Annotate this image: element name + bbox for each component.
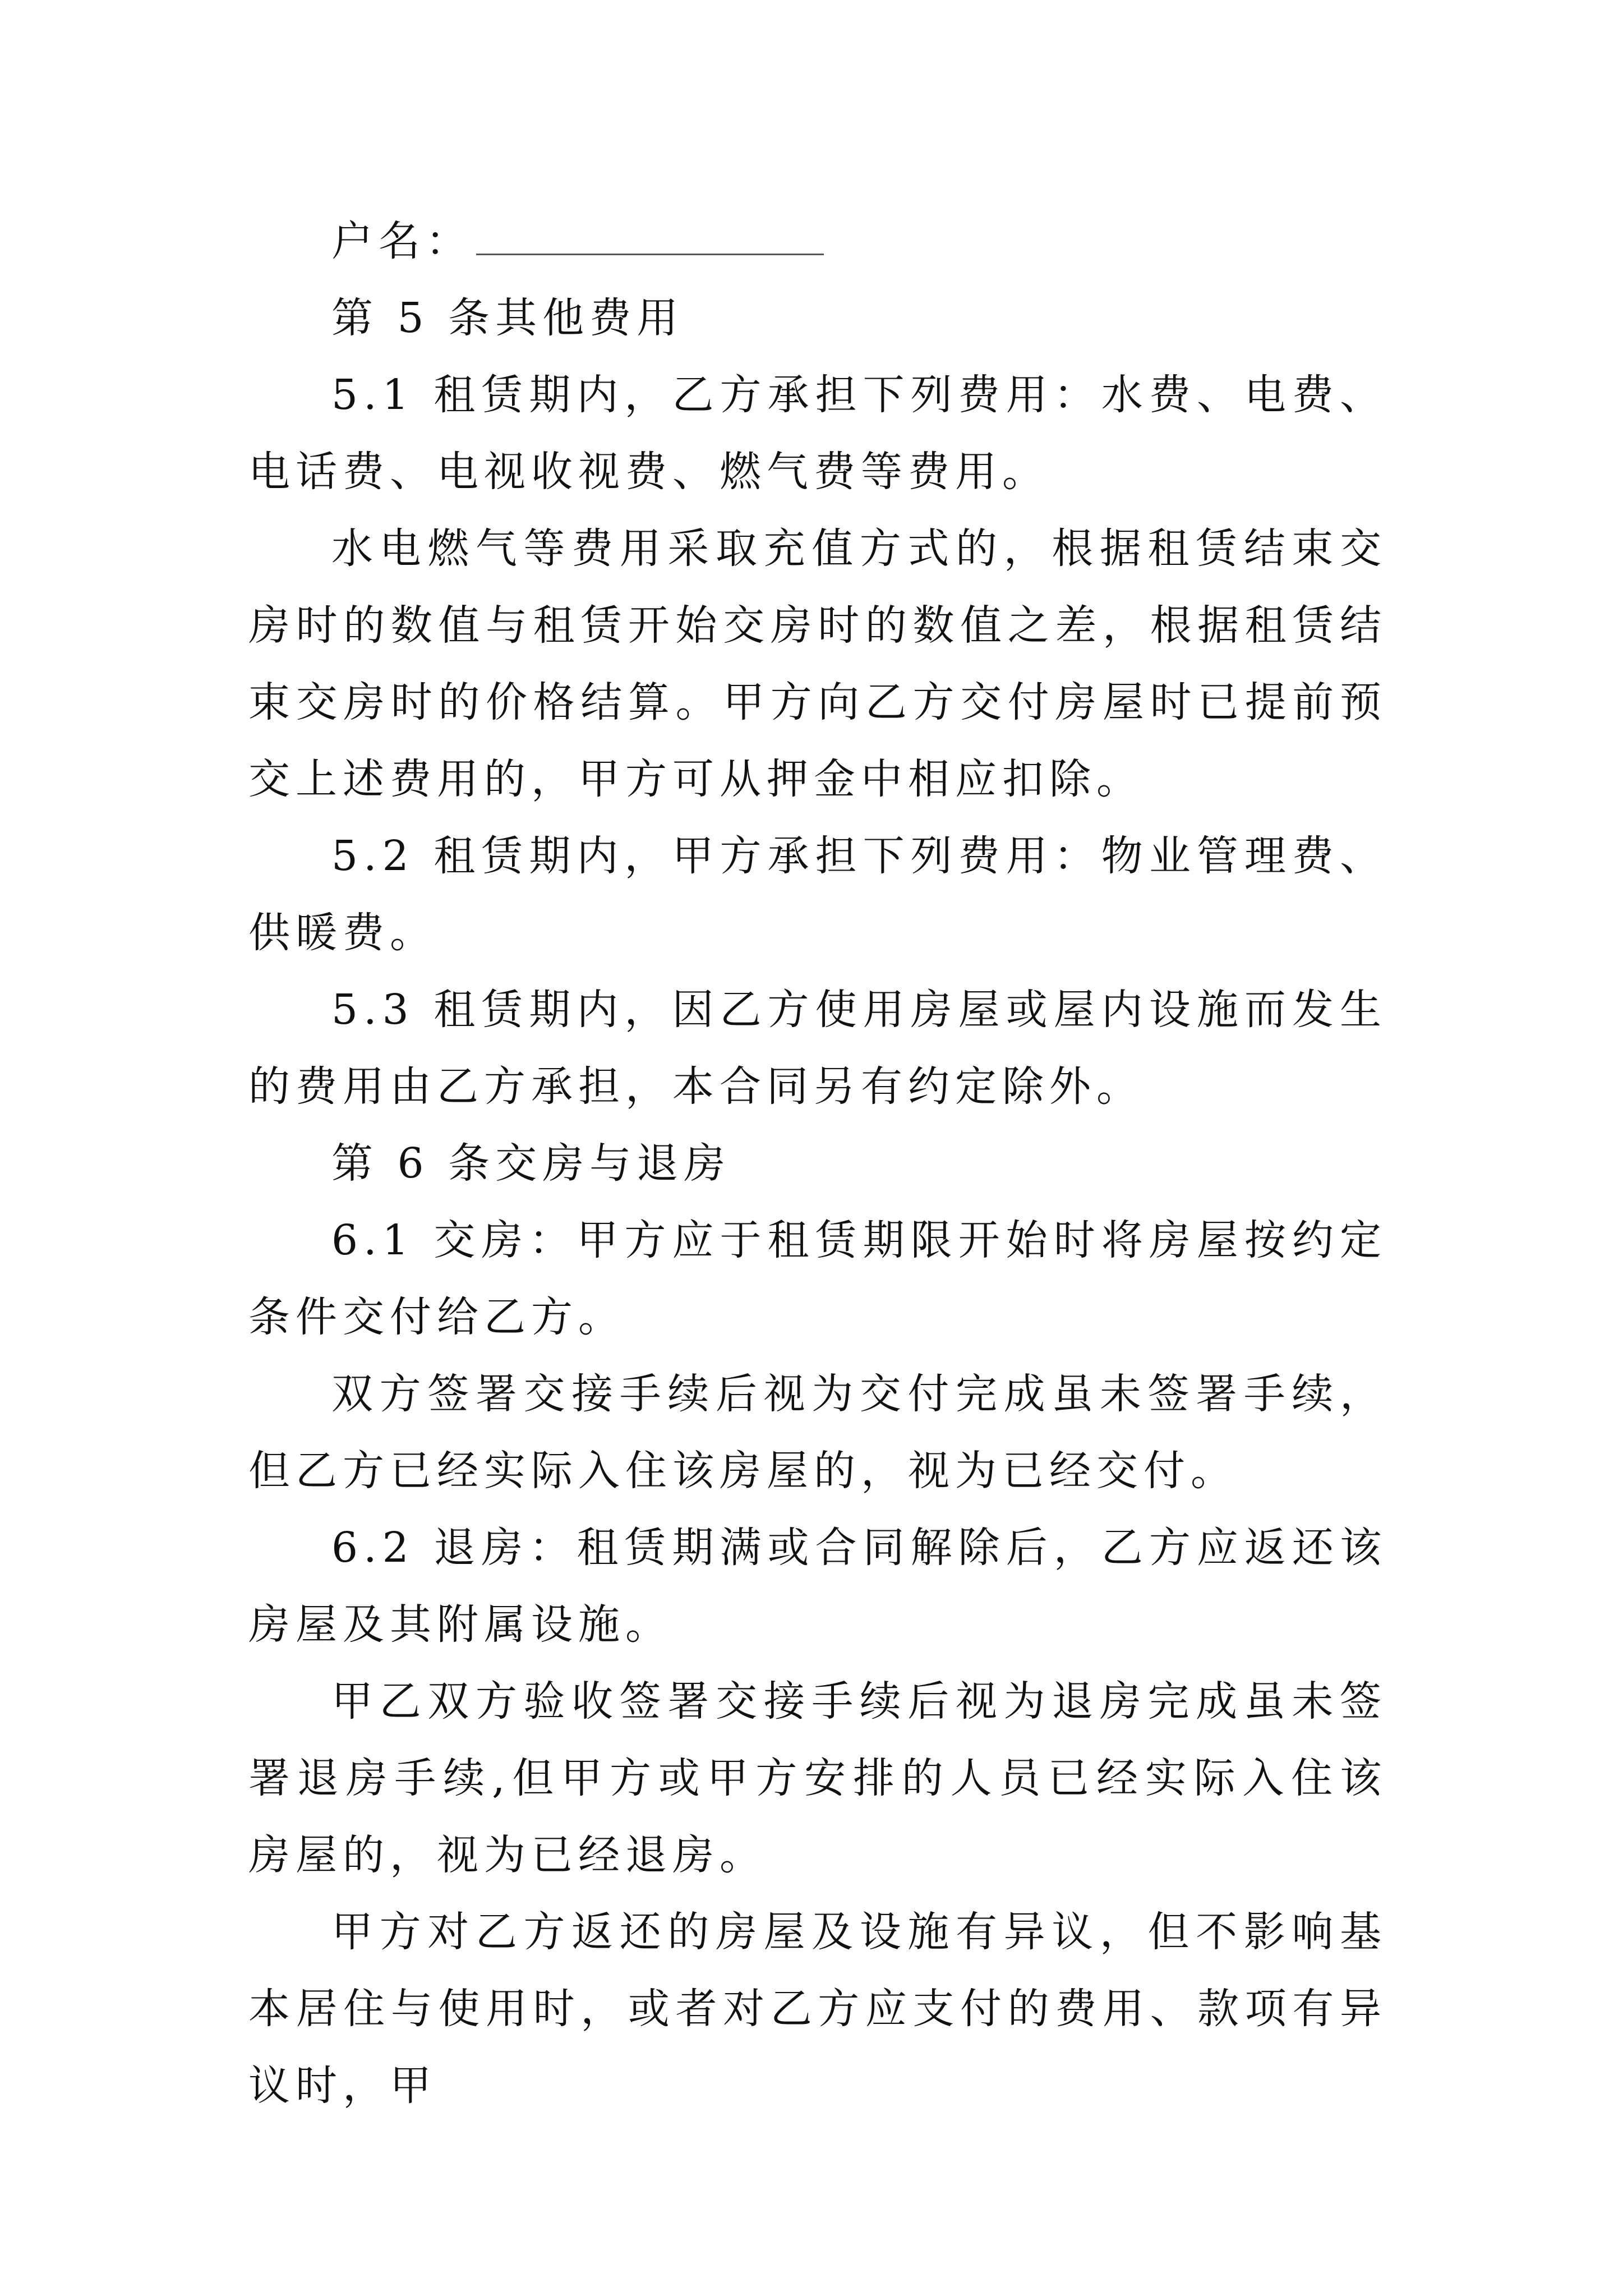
clause-5-2: 5.2 租赁期内，甲方承担下列费用：物业管理费、供暖费。 (248, 832, 1387, 957)
clause-6-1-note: 双方签署交接手续后视为交付完成虽未签署手续，但乙方已经实际入住该房屋的，视为已经交付。 (248, 1370, 1387, 1495)
document-body (248, 203, 1387, 2124)
clause-5-1-note: 水电燃气等费用采取充值方式的，根据租赁结束交房时的数值与租赁开始交房时的数值之差，根据租赁结束交房时的价格结算。甲方向乙方交付房屋时已提前预交上述费用的，甲方可从押金中相应扣除。 (248, 524, 1387, 803)
clause-5-1: 5.1 租赁期内，乙方承担下列费用：水费、电费、电话费、电视收视费、燃气费等费用。 (248, 371, 1387, 496)
section-5-heading: 第 5 条其他费用 (331, 294, 684, 342)
account-name-label: 户名： (331, 217, 473, 265)
clause-5-3: 5.3 租赁期内，因乙方使用房屋或屋内设施而发生的费用由乙方承担，本合同另有约定除外。 (248, 986, 1387, 1111)
clause-6-2-objection: 甲方对乙方返还的房屋及设施有异议，但不影响基本居住与使用时，或者对乙方应支付的费用、款项有异议时，甲 (248, 1908, 1387, 2110)
account-name-line (248, 203, 1387, 280)
account-name-blank (476, 251, 824, 255)
clause-6-1: 6.1 交房：甲方应于租赁期限开始时将房屋按约定条件交付给乙方。 (248, 1216, 1387, 1341)
section-6-heading: 第 6 条交房与退房 (331, 1139, 731, 1188)
clause-6-2: 6.2 退房：租赁期满或合同解除后，乙方应返还该房屋及其附属设施。 (248, 1524, 1387, 1649)
clause-6-2-note: 甲乙双方验收签署交接手续后视为退房完成虽未签署退房手续,但甲方或甲方安排的人员已经实际入住该房屋的，视为已经退房。 (248, 1677, 1387, 1879)
